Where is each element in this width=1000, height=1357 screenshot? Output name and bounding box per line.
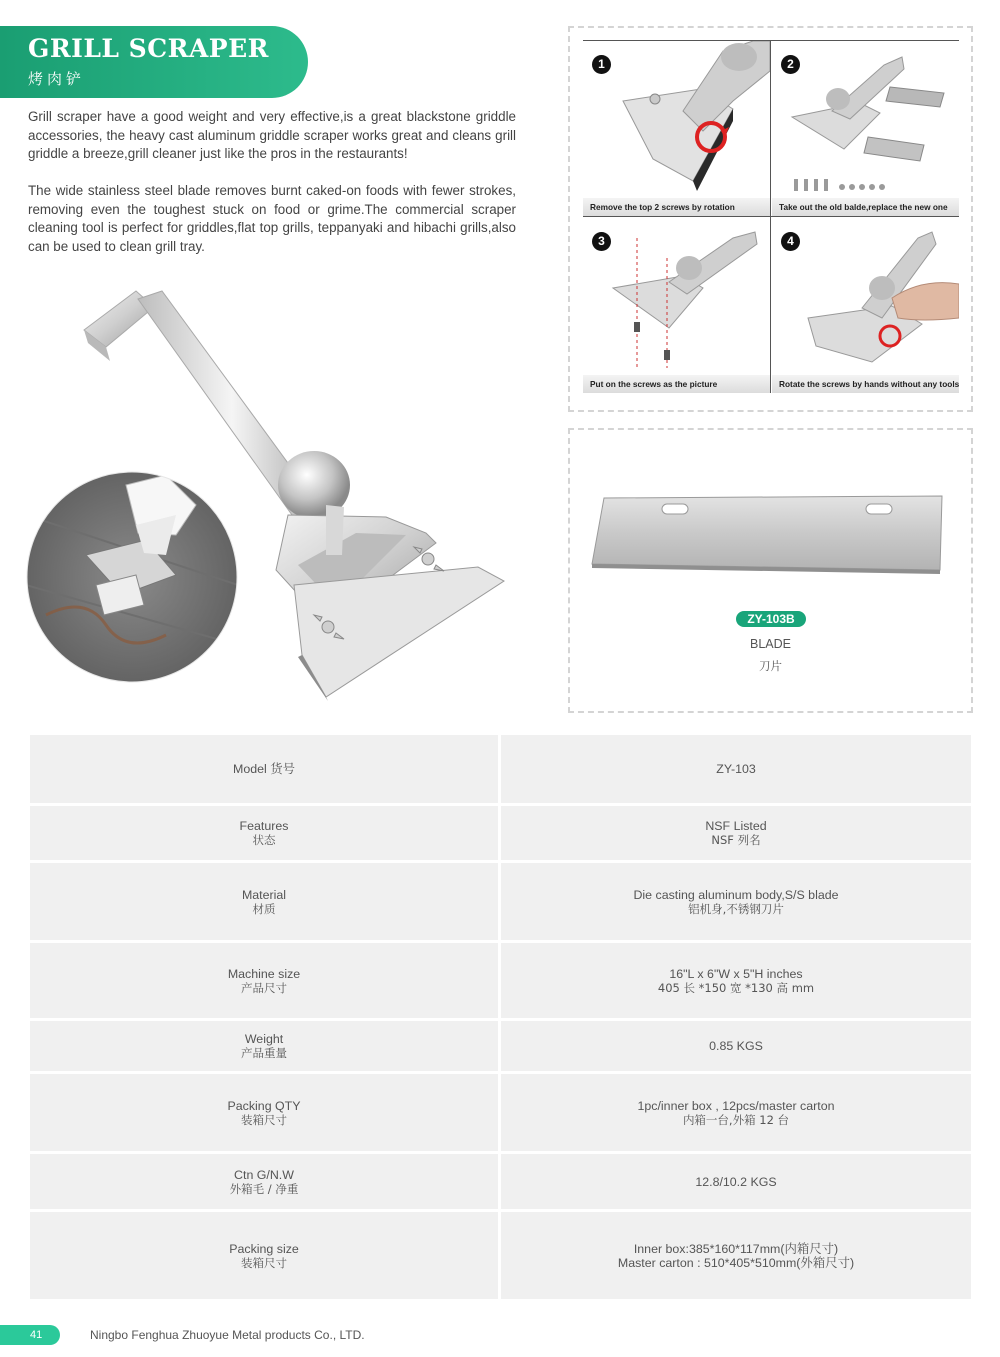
blade-image xyxy=(590,490,950,580)
step-number-4: 4 xyxy=(781,232,800,251)
spec-label xyxy=(30,1021,498,1071)
spec-label-cn: 材质 xyxy=(252,901,276,916)
spec-label-cn: 外箱毛 / 净重 xyxy=(229,1181,299,1196)
spec-value xyxy=(501,943,971,1018)
step-2-illustration xyxy=(772,41,959,216)
spec-label xyxy=(30,1154,498,1209)
spec-label-cn: 装箱尺寸 xyxy=(241,1112,287,1127)
spec-value-line-1: ZY-103 xyxy=(716,762,756,776)
spec-label xyxy=(30,1212,498,1299)
spec-label-en: Features xyxy=(239,819,289,833)
spec-label-en: Ctn G/N.W xyxy=(234,1167,294,1182)
blade-model-badge: ZY-103B xyxy=(736,611,806,627)
spec-label-en: Model 货号 xyxy=(233,762,295,776)
page-title: GRILL SCRAPER xyxy=(28,34,269,63)
spec-label-en: Packing QTY xyxy=(227,1098,301,1113)
spec-value xyxy=(501,1154,971,1209)
spec-row-machine-size xyxy=(30,943,971,1018)
spec-label xyxy=(30,863,498,940)
spec-label-en: Machine size xyxy=(227,966,301,981)
spec-label-cn: 状态 xyxy=(252,833,276,847)
instruction-step-1 xyxy=(583,41,770,216)
grid-horizontal-divider xyxy=(583,216,959,217)
description-paragraph-2: The wide stainless steel blade removes burnt caked-on foods with fewer strokes, removing even the toughest stuck on food or grime.The commercial scraper cleaning tool is perfect for griddles,flat top grills, teppanyaki and hibachi grills,also can be used to clean grill tray. xyxy=(28,183,516,254)
spec-row-material xyxy=(30,863,971,940)
spec-row-model xyxy=(30,735,971,803)
spec-value-line-2: 内箱一台,外箱 12 台 xyxy=(682,1112,790,1127)
spec-value-line-1: 12.8/10.2 KGS xyxy=(695,1174,777,1189)
description-paragraph-1: Grill scraper have a good weight and very effective,is a great blackstone griddle accessories, the heavy cast aluminum griddle scraper works great and cleans grill griddle a breeze,grill cleaner just like the pros in the restaurants! xyxy=(28,109,516,161)
step-caption-3: Put on the screws as the picture xyxy=(583,375,770,393)
spec-value-line-1: 1pc/inner box , 12pcs/master carton xyxy=(637,1098,835,1113)
grid-vertical-divider xyxy=(770,41,771,393)
spec-value-line-2: 铝机身,不锈钢刀片 xyxy=(688,901,784,916)
spec-row-ctn-gnw xyxy=(30,1154,971,1209)
step-3-illustration xyxy=(583,218,770,393)
step-4-illustration xyxy=(772,218,959,393)
spec-value-line-2: Master carton : 510*405*510mm(外箱尺寸) xyxy=(617,1255,855,1270)
step-number-3: 3 xyxy=(592,232,611,251)
grill-scraper-product-image xyxy=(26,285,516,705)
page-subtitle: 烤肉铲 xyxy=(28,70,86,88)
spec-label-cn: 装箱尺寸 xyxy=(241,1255,287,1270)
step-number-1: 1 xyxy=(592,55,611,74)
step-caption-1: Remove the top 2 screws by rotation xyxy=(583,198,770,216)
instruction-step-2 xyxy=(772,41,959,216)
company-name: Ningbo Fenghua Zhuoyue Metal products Co., LTD. xyxy=(90,1328,365,1342)
spec-label xyxy=(30,806,498,860)
spec-label-cn: 产品尺寸 xyxy=(241,980,287,995)
spec-value-line-1: 16"L x 6"W x 5"H inches xyxy=(669,966,803,981)
blade-panel xyxy=(568,428,973,713)
spec-label-en: Weight xyxy=(244,1032,284,1046)
blade-label-cn: 刀片 xyxy=(759,659,782,673)
spec-value xyxy=(501,735,971,803)
spec-value xyxy=(501,1074,971,1151)
spec-value xyxy=(501,1021,971,1071)
spec-value xyxy=(501,863,971,940)
instruction-step-4 xyxy=(772,218,959,393)
title-banner xyxy=(0,26,308,98)
spec-row-packing-size xyxy=(30,1212,971,1299)
step-caption-4: Rotate the screws by hands without any tools xyxy=(772,375,959,393)
spec-value-line-2: 405 长 *150 宽 *130 高 mm xyxy=(657,980,815,995)
spec-label xyxy=(30,735,498,803)
step-caption-2: Take out the old balde,replace the new one xyxy=(772,198,959,216)
spec-label xyxy=(30,1074,498,1151)
spec-label xyxy=(30,943,498,1018)
spec-row-features xyxy=(30,806,971,860)
step-1-illustration xyxy=(583,41,770,216)
instruction-step-3 xyxy=(583,218,770,393)
spec-value xyxy=(501,806,971,860)
spec-value-line-2: NSF 列名 xyxy=(711,833,761,847)
spec-label-cn: 产品重量 xyxy=(241,1046,287,1060)
blade-label-en: BLADE xyxy=(750,637,791,651)
spec-value-line-1: Die casting aluminum body,S/S blade xyxy=(633,887,839,902)
spec-label-en: Packing size xyxy=(229,1241,299,1256)
spec-value-line-1: NSF Listed xyxy=(705,819,767,833)
page-number: 41 xyxy=(0,1325,60,1345)
spec-row-weight xyxy=(30,1021,971,1071)
spec-value xyxy=(501,1212,971,1299)
spec-row-packing-qty xyxy=(30,1074,971,1151)
spec-label-en: Material xyxy=(241,887,287,902)
spec-value-line-1: 0.85 KGS xyxy=(709,1039,763,1053)
step-number-2: 2 xyxy=(781,55,800,74)
spec-value-line-1: Inner box:385*160*117mm(内箱尺寸) xyxy=(633,1241,839,1256)
instruction-grid xyxy=(583,40,959,392)
instruction-panel xyxy=(568,26,973,412)
